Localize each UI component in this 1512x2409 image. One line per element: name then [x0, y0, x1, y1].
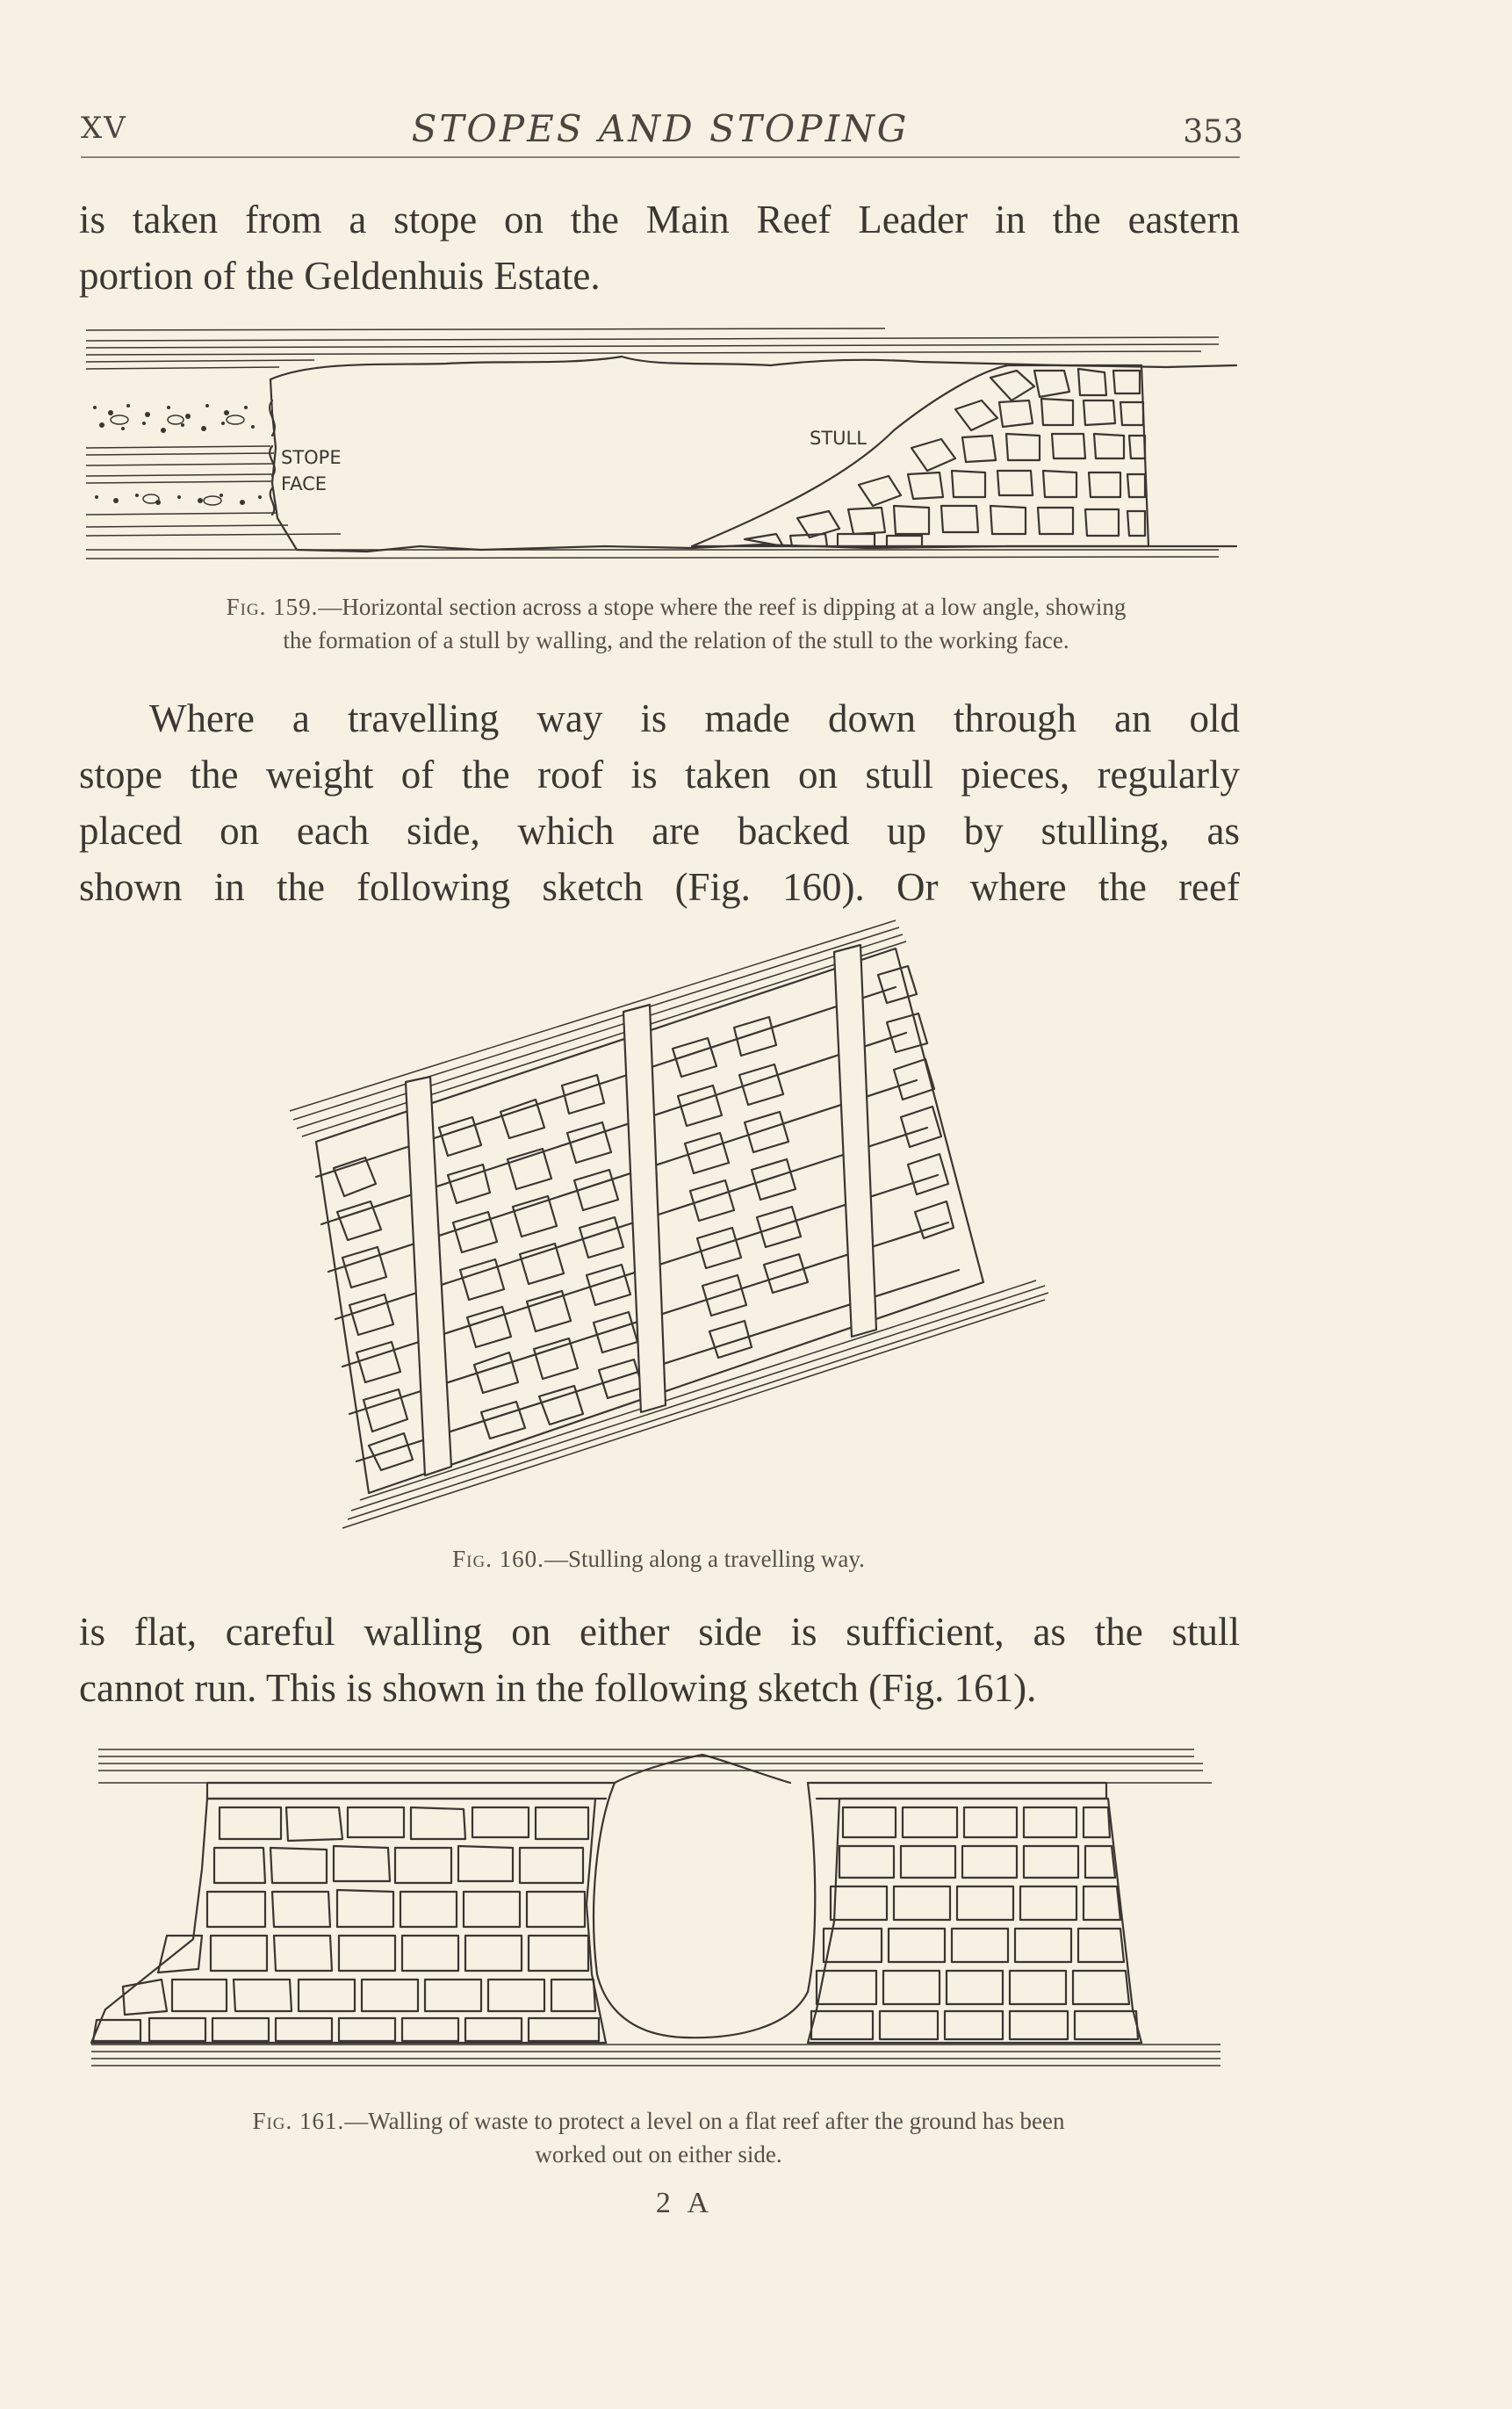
- signature-mark: 2 A: [655, 2187, 715, 2219]
- paragraph-line: is flat, careful walling on either side is sufficient, as the stull: [79, 1610, 1240, 1654]
- paragraph-2: [79, 690, 1240, 915]
- running-head: [81, 104, 1243, 158]
- figure-159: [77, 325, 1245, 562]
- figure-label: Fig. 160.: [452, 1546, 544, 1572]
- face-strata: [86, 446, 1219, 559]
- label-stull: STULL: [810, 428, 867, 449]
- caption-line: worked out on either side.: [535, 2141, 782, 2167]
- caption-line: the formation of a stull by walling, and the relation of the stull to the working face.: [283, 627, 1069, 653]
- paragraph-line: portion of the Geldenhuis Estate.: [79, 254, 601, 298]
- page-number: 353: [1183, 114, 1243, 150]
- paragraph-line: Where a travelling way is made down through an old: [149, 696, 1240, 740]
- stull-post: [406, 1077, 451, 1475]
- roof-contact-right: [808, 1783, 1106, 1799]
- paragraph-3: [79, 1604, 1240, 1716]
- chapter-number: XV: [81, 111, 127, 146]
- paragraph-1: [79, 191, 1240, 304]
- left-walling: [91, 1799, 606, 2043]
- label-stope: STOPE: [281, 447, 342, 468]
- paragraph-line: shown in the following sketch (Fig. 160). Or where the reef: [79, 865, 1240, 909]
- paragraph-line: stope the weight of the roof is taken on stull pieces, regularly: [79, 753, 1240, 797]
- stope-floor-line: [270, 379, 1236, 552]
- level-opening: [594, 1755, 815, 2038]
- stope-roof-line: [270, 357, 1061, 379]
- stull-post: [623, 1005, 666, 1412]
- caption-line: —Walling of waste to protect a level on a flat reef after the ground has been: [344, 2108, 1065, 2134]
- caption-line: —Horizontal section across a stope where the reef is dipping at a low angle, showing: [318, 594, 1127, 620]
- paragraph-line: placed on each side, which are backed up by stulling, as: [79, 809, 1240, 853]
- right-walling: [808, 1799, 1141, 2043]
- figure-label: Fig. 161.: [252, 2108, 345, 2134]
- paragraph-line: cannot run. This is shown in the following sketch (Fig. 161).: [79, 1666, 1037, 1710]
- running-title: STOPES AND STOPING: [411, 107, 910, 150]
- figure-160-caption: [105, 1542, 1212, 1576]
- stull-post: [834, 945, 876, 1337]
- figure-label: Fig. 159.: [226, 594, 319, 620]
- floor-strata: [91, 2045, 1220, 2066]
- caption-line: —Stulling along a travelling way.: [544, 1546, 865, 1572]
- stull-posts: [406, 945, 876, 1475]
- figure-161-caption: [105, 2104, 1212, 2171]
- figure-160: [281, 913, 1071, 1546]
- stull-walling: [692, 365, 1148, 546]
- figure-161: [88, 1746, 1238, 2088]
- roof-contact-left: [207, 1783, 615, 1799]
- label-face: FACE: [281, 473, 328, 494]
- paragraph-line: is taken from a stope on the Main Reef Leader in the eastern: [79, 198, 1240, 242]
- figure-159-caption: [105, 590, 1247, 657]
